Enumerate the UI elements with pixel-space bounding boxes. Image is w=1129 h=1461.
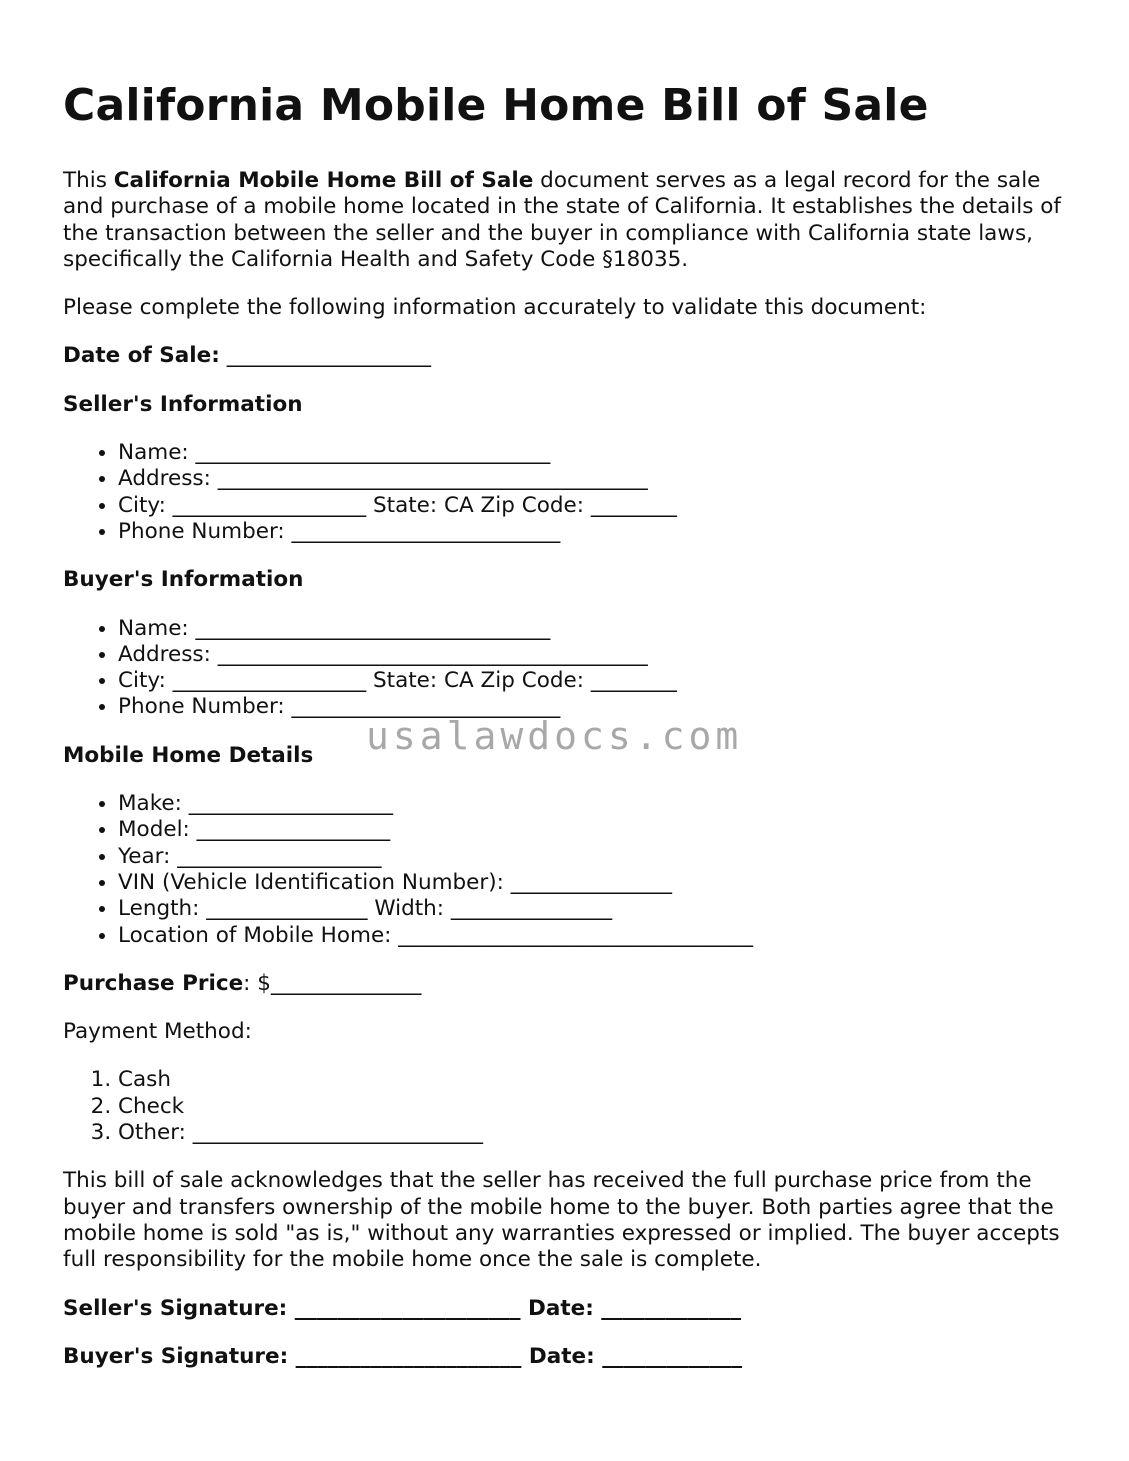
location-field[interactable]: • Location of Mobile Home: _________________________________	[118, 923, 1073, 949]
length-width-field[interactable]: • Length: _______________ Width: _______________	[118, 896, 1073, 922]
mobile-home-details-list	[63, 791, 1073, 949]
seller-city-state-zip-field[interactable]: • City: __________________ State: CA Zip Code: ________	[118, 493, 1073, 519]
seller-section-heading: Seller's Information	[63, 391, 303, 417]
buyer-phone-field[interactable]: • Phone Number: _________________________	[118, 694, 1073, 720]
purchase-price-blank[interactable]: : $______________	[243, 970, 422, 996]
date-of-sale-label: Date of Sale:	[63, 343, 220, 369]
vin-field[interactable]: • VIN (Vehicle Identification Number): _______________	[118, 870, 1073, 896]
buyer-section-heading: Buyer's Information	[63, 567, 304, 593]
intro-bold-title: California Mobile Home Bill of Sale	[113, 168, 534, 193]
payment-option-check[interactable]: 2. Check	[118, 1094, 1073, 1120]
buyer-address-field[interactable]: • Address: ________________________________________	[118, 642, 1073, 668]
seller-name-field[interactable]: • Name: _________________________________	[118, 440, 1073, 466]
intro-suffix: document serves as a legal record for the sale and purchase of a mobile home located in the state of California. It establishes the details of the transaction between the seller and the buyer in compliance with California state laws, specifically the California Health and Safety Code §18035.	[63, 168, 1061, 272]
date-of-sale-blank[interactable]: ___________________	[219, 343, 431, 369]
instruction-text: Please complete the following information accurately to validate this document:	[63, 295, 927, 321]
watermark: usalawdocs.com	[366, 714, 743, 758]
buyer-info-list	[63, 616, 1073, 721]
seller-signature-line[interactable]: Seller's Signature: _____________________ Date: _____________	[63, 1295, 742, 1321]
payment-method-list	[63, 1067, 1073, 1146]
purchase-price-label: Purchase Price	[63, 970, 244, 996]
make-field[interactable]: • Make: ___________________	[118, 791, 1073, 817]
document-title: California Mobile Home Bill of Sale	[63, 80, 929, 131]
payment-option-other[interactable]: 3. Other: ___________________________	[118, 1120, 1073, 1146]
mobile-home-section-heading: Mobile Home Details	[63, 742, 314, 768]
model-field[interactable]: • Model: __________________	[118, 817, 1073, 843]
payment-method-label: Payment Method:	[63, 1019, 252, 1045]
buyer-city-state-zip-field[interactable]: • City: __________________ State: CA Zip Code: ________	[118, 668, 1073, 694]
seller-phone-field[interactable]: • Phone Number: _________________________	[118, 519, 1073, 545]
acknowledgement-paragraph: This bill of sale acknowledges that the seller has received the full purchase price from the buyer and transfers ownership of the mobile home to the buyer. Both parties agree that the mobile home is sold "as is," without any warranties expressed or implied. The buyer accepts full responsibility for the mobile home once the sale is complete.	[63, 1168, 1060, 1273]
date-of-sale-field	[63, 343, 1073, 369]
purchase-price-field	[63, 971, 1073, 997]
year-field[interactable]: • Year: ___________________	[118, 844, 1073, 870]
seller-info-list	[63, 440, 1073, 545]
payment-option-cash[interactable]: 1. Cash	[118, 1067, 1073, 1093]
seller-address-field[interactable]: • Address: ________________________________________	[118, 466, 1073, 492]
intro-prefix: This	[63, 168, 114, 193]
intro-paragraph	[63, 168, 1073, 273]
buyer-signature-line[interactable]: Buyer's Signature: _____________________ Date: _____________	[63, 1343, 742, 1369]
buyer-name-field[interactable]: • Name: _________________________________	[118, 616, 1073, 642]
